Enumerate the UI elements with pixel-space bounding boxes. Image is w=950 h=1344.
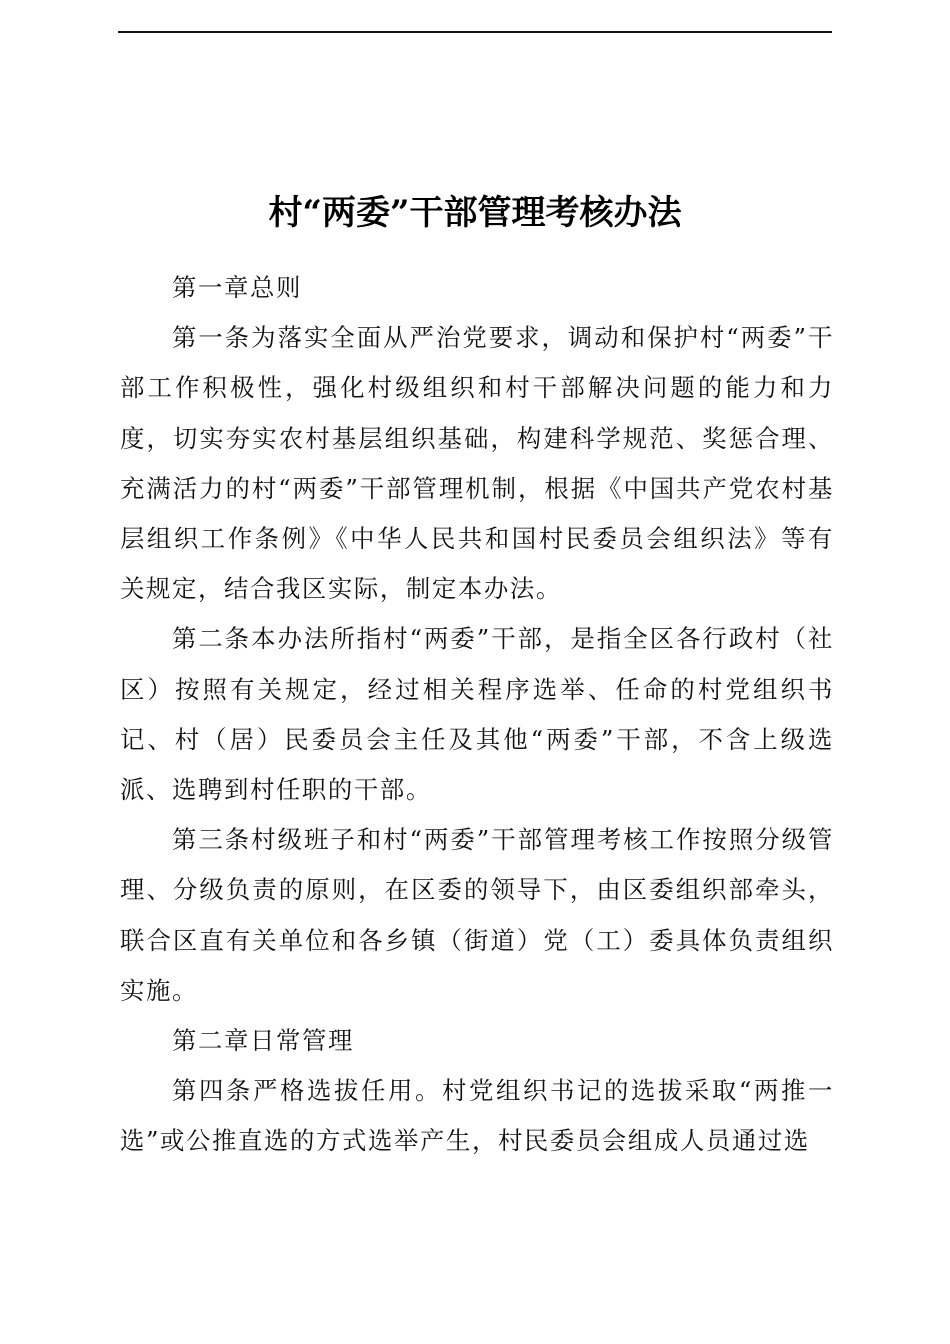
header-rule [118,31,832,33]
chapter-heading: 第二章日常管理 [172,1026,354,1056]
document-title: 村“两委”干部管理考核办法 [268,193,682,233]
chapter-heading: 第一章总则 [172,273,302,302]
article-paragraph: 第二条本办法所指村“两委”干部，是指全区各行政村（社区）按照有关规定，经过相关程序选举、任命的村党组织书记、村（居）民委员会主任及其他“两委”干部，不含上级选派、选聘到村任职的干部。 [120,624,834,805]
article-paragraph: 第一条为落实全面从严治党要求，调动和保护村“两委”干部工作积极性，强化村级组织和村干部解决问题的能力和力度，切实夯实农村基层组织基础，构建科学规范、奖惩合理、充满活力的村“两委”干部管理机制，根据《中国共产党农村基层组织工作条例》《中华人民共和国村民委员会组织法》等有关规定，结合我区实际，制定本办法。 [120,323,834,604]
article-paragraph: 第三条村级班子和村“两委”干部管理考核工作按照分级管理、分级负责的原则，在区委的领导下，由区委组织部牵头，联合区直有关单位和各乡镇（街道）党（工）委具体负责组织实施。 [120,825,834,1005]
document-body [120,263,834,1167]
article-paragraph: 第四条严格选拔任用。村党组织书记的选拔采取“两推一选”或公推直选的方式选举产生，村民委员会组成人员通过选 [120,1076,834,1156]
